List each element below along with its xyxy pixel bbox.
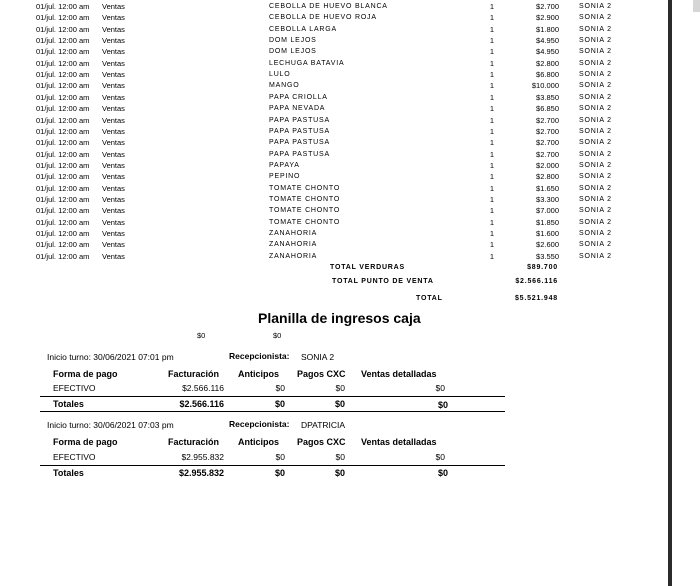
row-date: 01/jul. 12:00 am (36, 2, 90, 11)
row-type: Ventas (102, 2, 125, 11)
row-date: 01/jul. 12:00 am (36, 240, 90, 250)
row-date: 01/jul. 12:00 am (36, 138, 90, 148)
row-type: Ventas (102, 81, 125, 91)
row-user: SONIA 2 (579, 218, 612, 226)
col-forma-de-pago: Forma de pago (53, 437, 118, 447)
row-type: Ventas (102, 115, 125, 125)
row-user: SONIA 2 (579, 105, 612, 113)
row-date: 01/jul. 12:00 am (36, 172, 90, 182)
payment-method: EFECTIVO (53, 383, 96, 393)
totals-bottom-line (40, 411, 505, 412)
row-qty: 1 (489, 126, 494, 136)
row-type: Ventas (102, 58, 125, 68)
row-type: Ventas (102, 13, 125, 23)
row-amount: $6.800 (536, 70, 559, 80)
row-amount: $2.900 (536, 13, 559, 23)
turn-start: Inicio turno: 30/06/2021 07:03 pm (47, 420, 174, 430)
row-user: SONIA 2 (579, 173, 612, 181)
row-date: 01/jul. 12:00 am (36, 126, 90, 136)
row-qty: 1 (489, 251, 494, 261)
row-type: Ventas (102, 251, 125, 261)
row-amount: $1.600 (536, 229, 559, 238)
row-date: 01/jul. 12:00 am (36, 58, 90, 68)
row-user: SONIA 2 (579, 3, 612, 10)
row-amount: $2.700 (536, 138, 559, 148)
receptionist-label: Recepcionista: (229, 419, 290, 429)
row-qty: 1 (489, 104, 494, 114)
col-facturacion: Facturación (168, 369, 220, 379)
col-anticipos: Anticipos (238, 437, 280, 447)
planilla-title: Planilla de ingresos caja (258, 310, 421, 326)
row-qty: 1 (489, 240, 494, 250)
row-qty: 1 (489, 70, 494, 80)
row-product: DOM LEJOS (269, 37, 317, 45)
row-date: 01/jul. 12:00 am (36, 183, 90, 193)
row-product: TOMATE CHONTO (269, 184, 341, 192)
row-date: 01/jul. 12:00 am (36, 251, 90, 261)
row-type: Ventas (102, 47, 125, 57)
row-product: PEPINO (269, 173, 301, 181)
row-date: 01/jul. 12:00 am (36, 115, 90, 125)
row-user: SONIA 2 (579, 127, 612, 135)
viewer-gutter (672, 0, 700, 586)
row-user: SONIA 2 (579, 59, 612, 67)
row-qty: 1 (489, 183, 494, 193)
row-amount: $2.700 (536, 149, 559, 159)
totals-anticipos: $0 (274, 468, 285, 478)
row-amount: $3.550 (536, 251, 559, 261)
row-qty: 1 (489, 47, 494, 57)
row-amount: $2.700 (536, 126, 559, 136)
row-amount: $10.000 (531, 81, 559, 91)
row-type: Ventas (102, 138, 125, 148)
row-qty: 1 (489, 217, 494, 227)
payment-method: EFECTIVO (53, 452, 96, 462)
row-type: Ventas (102, 149, 125, 159)
row-date: 01/jul. 12:00 am (36, 81, 90, 91)
receptionist-name: SONIA 2 (301, 352, 335, 362)
row-amount: $2.000 (536, 160, 559, 170)
row-product: PAPA PASTUSA (269, 116, 330, 124)
receptionist-name: DPATRICIA (301, 420, 346, 430)
facturacion-value: $2.566.116 (182, 383, 224, 393)
row-amount: $2.800 (536, 58, 559, 68)
row-type: Ventas (102, 229, 125, 238)
row-qty: 1 (489, 58, 494, 68)
row-user: SONIA 2 (579, 37, 612, 45)
row-product: MANGO (269, 82, 300, 90)
planilla-zero-right: $0 (273, 331, 282, 340)
totals-ventas-detalladas: $0 (437, 400, 448, 410)
row-date: 01/jul. 12:00 am (36, 104, 90, 114)
row-qty: 1 (489, 36, 494, 46)
row-amount: $6.850 (536, 104, 559, 114)
col-forma-de-pago: Forma de pago (53, 369, 118, 379)
row-date: 01/jul. 12:00 am (36, 206, 90, 216)
anticipos-value: $0 (275, 452, 285, 462)
row-qty: 1 (489, 115, 494, 125)
row-date: 01/jul. 12:00 am (36, 92, 90, 102)
col-pagos-cxc: Pagos CXC (297, 437, 346, 447)
row-amount: $4.950 (536, 36, 559, 46)
row-type: Ventas (102, 104, 125, 114)
facturacion-value: $2.955.832 (181, 452, 224, 462)
col-ventas-detalladas: Ventas detalladas (361, 369, 437, 379)
row-user: SONIA 2 (579, 139, 612, 147)
totals-facturacion: $2.955.832 (178, 468, 224, 478)
row-product: CEBOLLA DE HUEVO ROJA (269, 14, 377, 22)
totals-label: Totales (53, 399, 84, 409)
row-qty: 1 (489, 2, 494, 11)
row-user: SONIA 2 (579, 161, 612, 169)
row-amount: $2.600 (536, 240, 559, 250)
row-user: SONIA 2 (579, 116, 612, 124)
row-amount: $3.300 (536, 194, 559, 204)
totals-divider (40, 396, 505, 397)
row-type: Ventas (102, 36, 125, 46)
row-product: DOM LEJOS (269, 48, 317, 56)
col-anticipos: Anticipos (238, 369, 280, 379)
row-date: 01/jul. 12:00 am (36, 194, 90, 204)
row-user: SONIA 2 (579, 184, 612, 192)
row-product: TOMATE CHONTO (269, 195, 341, 203)
row-product: ZANAHORIA (269, 241, 318, 249)
row-qty: 1 (489, 229, 494, 238)
row-qty: 1 (489, 160, 494, 170)
row-product: CEBOLLA DE HUEVO BLANCA (269, 3, 388, 10)
row-date: 01/jul. 12:00 am (36, 229, 90, 238)
row-user: SONIA 2 (579, 93, 612, 101)
col-facturacion: Facturación (168, 437, 220, 447)
row-date: 01/jul. 12:00 am (36, 149, 90, 159)
row-type: Ventas (102, 160, 125, 170)
row-product: PAPA PASTUSA (269, 150, 330, 158)
totals-pagos-cxc: $0 (334, 399, 345, 409)
row-user: SONIA 2 (579, 207, 612, 215)
pagos-cxc-value: $0 (335, 383, 345, 393)
row-product: PAPA PASTUSA (269, 139, 330, 147)
row-product: ZANAHORIA (269, 252, 318, 260)
row-date: 01/jul. 12:00 am (36, 36, 90, 46)
row-amount: $7.000 (536, 206, 559, 216)
row-amount: $1.800 (536, 24, 559, 34)
row-type: Ventas (102, 206, 125, 216)
row-product: CEBOLLA LARGA (269, 25, 337, 33)
total-value: $5.521.948 (514, 295, 558, 302)
row-user: SONIA 2 (579, 150, 612, 158)
row-product: ZANAHORIA (269, 230, 318, 237)
row-qty: 1 (489, 13, 494, 23)
row-date: 01/jul. 12:00 am (36, 70, 90, 80)
row-product: TOMATE CHONTO (269, 218, 341, 226)
row-product: PAPA PASTUSA (269, 127, 330, 135)
turn-start: Inicio turno: 30/06/2021 07:01 pm (47, 352, 174, 362)
total-verduras-label: TOTAL VERDURAS (330, 264, 405, 271)
row-qty: 1 (489, 149, 494, 159)
totals-anticipos: $0 (274, 399, 285, 409)
row-type: Ventas (102, 70, 125, 80)
row-type: Ventas (102, 217, 125, 227)
totals-pagos-cxc: $0 (334, 468, 345, 478)
row-product: TOMATE CHONTO (269, 207, 341, 215)
row-product: LULO (269, 71, 291, 79)
row-qty: 1 (489, 24, 494, 34)
totals-divider (40, 465, 505, 466)
row-qty: 1 (489, 92, 494, 102)
row-type: Ventas (102, 194, 125, 204)
anticipos-value: $0 (275, 383, 285, 393)
row-qty: 1 (489, 81, 494, 91)
total-verduras-value: $89.700 (527, 264, 558, 271)
row-user: SONIA 2 (579, 71, 612, 79)
row-amount: $1.850 (536, 217, 559, 227)
row-amount: $4.950 (536, 47, 559, 57)
row-amount: $3.850 (536, 92, 559, 102)
col-pagos-cxc: Pagos CXC (297, 369, 346, 379)
row-type: Ventas (102, 172, 125, 182)
row-user: SONIA 2 (579, 14, 612, 22)
row-user: SONIA 2 (579, 195, 612, 203)
receptionist-label: Recepcionista: (229, 351, 290, 361)
row-amount: $2.700 (536, 2, 559, 11)
row-qty: 1 (489, 206, 494, 216)
row-user: SONIA 2 (579, 241, 612, 249)
ventas-detalladas-value: $0 (435, 383, 445, 393)
ventas-detalladas-value: $0 (435, 452, 445, 462)
row-type: Ventas (102, 240, 125, 250)
vertical-scrollbar[interactable] (693, 0, 700, 12)
row-qty: 1 (489, 194, 494, 204)
totals-label: Totales (53, 468, 84, 478)
col-ventas-detalladas: Ventas detalladas (361, 437, 437, 447)
total-label: TOTAL (416, 295, 443, 302)
planilla-zero-left: $0 (197, 331, 206, 340)
row-amount: $2.700 (536, 115, 559, 125)
row-type: Ventas (102, 183, 125, 193)
row-date: 01/jul. 12:00 am (36, 217, 90, 227)
row-user: SONIA 2 (579, 82, 612, 90)
row-user: SONIA 2 (579, 48, 612, 56)
row-type: Ventas (102, 24, 125, 34)
pagos-cxc-value: $0 (335, 452, 345, 462)
row-product: PAPA CRIOLLA (269, 93, 328, 101)
row-date: 01/jul. 12:00 am (36, 13, 90, 23)
row-qty: 1 (489, 172, 494, 182)
row-type: Ventas (102, 126, 125, 136)
row-user: SONIA 2 (579, 252, 612, 260)
row-product: LECHUGA BATAVIA (269, 59, 345, 67)
total-punto-venta-label: TOTAL PUNTO DE VENTA (332, 278, 434, 285)
row-date: 01/jul. 12:00 am (36, 24, 90, 34)
totals-facturacion: $2.566.116 (179, 399, 224, 409)
totals-ventas-detalladas: $0 (437, 468, 448, 478)
row-user: SONIA 2 (579, 230, 612, 237)
row-amount: $2.800 (536, 172, 559, 182)
row-qty: 1 (489, 138, 494, 148)
total-punto-venta-value: $2.566.116 (515, 278, 558, 285)
row-amount: $1.650 (536, 183, 559, 193)
row-date: 01/jul. 12:00 am (36, 160, 90, 170)
row-type: Ventas (102, 92, 125, 102)
row-product: PAPAYA (269, 161, 300, 169)
row-date: 01/jul. 12:00 am (36, 47, 90, 57)
row-product: PAPA NEVADA (269, 105, 326, 113)
row-user: SONIA 2 (579, 25, 612, 33)
